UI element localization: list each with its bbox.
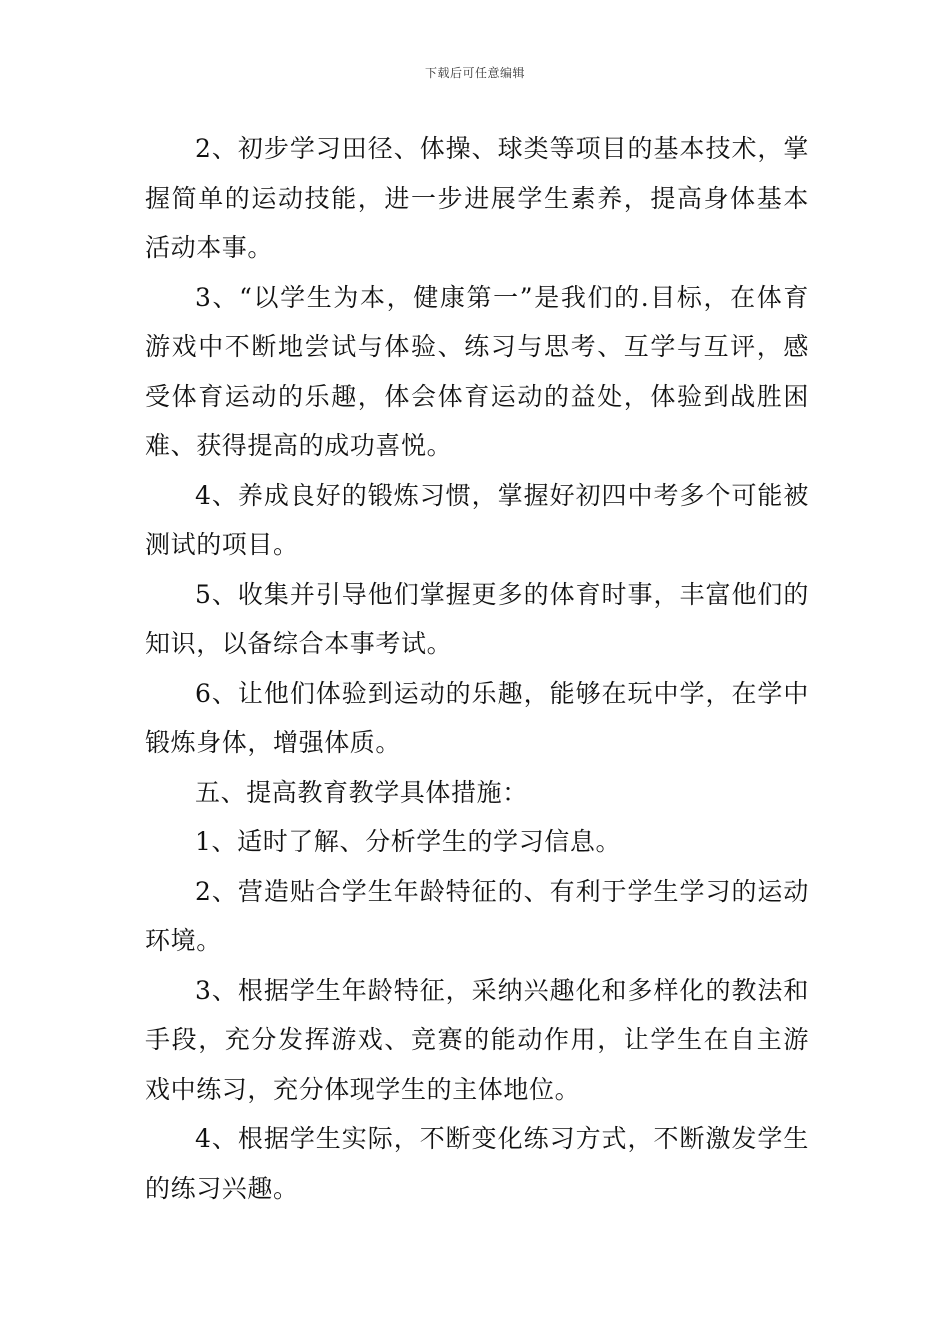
paragraph-goal-5: 5、收集并引导他们掌握更多的体育时事，丰富他们的知识，以备综合本事考试。 [145, 579, 809, 658]
paragraph-goal-3: 3、“以学生为本，健康第一”是我们的.目标，在体育游戏中不断地尝试与体验、练习与思考、互学与互评，感受体育运动的乐趣，体会体育运动的益处，体验到战胜困难、获得提高的成功喜悦。 [145, 282, 809, 460]
paragraph-measure-3: 3、根据学生年龄特征，采纳兴趣化和多样化的教法和手段，充分发挥游戏、竞赛的能动作用，让学生在自主游戏中练习，充分体现学生的主体地位。 [145, 975, 809, 1104]
document-body [145, 124, 809, 1213]
paragraph-goal-4: 4、养成良好的锻炼习惯，掌握好初四中考多个可能被测试的项目。 [145, 480, 809, 559]
section-heading-measures: 五、提高教育教学具体措施： [195, 777, 528, 807]
paragraph-measure-4: 4、根据学生实际，不断变化练习方式，不断激发学生的练习兴趣。 [145, 1124, 809, 1203]
paragraph-goal-2: 2、初步学习田径、体操、球类等项目的基本技术，掌握简单的运动技能，进一步进展学生素养，提高身体基本活动本事。 [145, 134, 809, 262]
page-header: 下载后可任意编辑 [424, 66, 525, 80]
paragraph-measure-2: 2、营造贴合学生年龄特征的、有利于学生学习的运动环境。 [145, 876, 809, 955]
paragraph-measure-1: 1、适时了解、分析学生的学习信息。 [195, 827, 622, 856]
paragraph-goal-6: 6、让他们体验到运动的乐趣，能够在玩中学，在学中锻炼身体，增强体质。 [145, 678, 809, 757]
